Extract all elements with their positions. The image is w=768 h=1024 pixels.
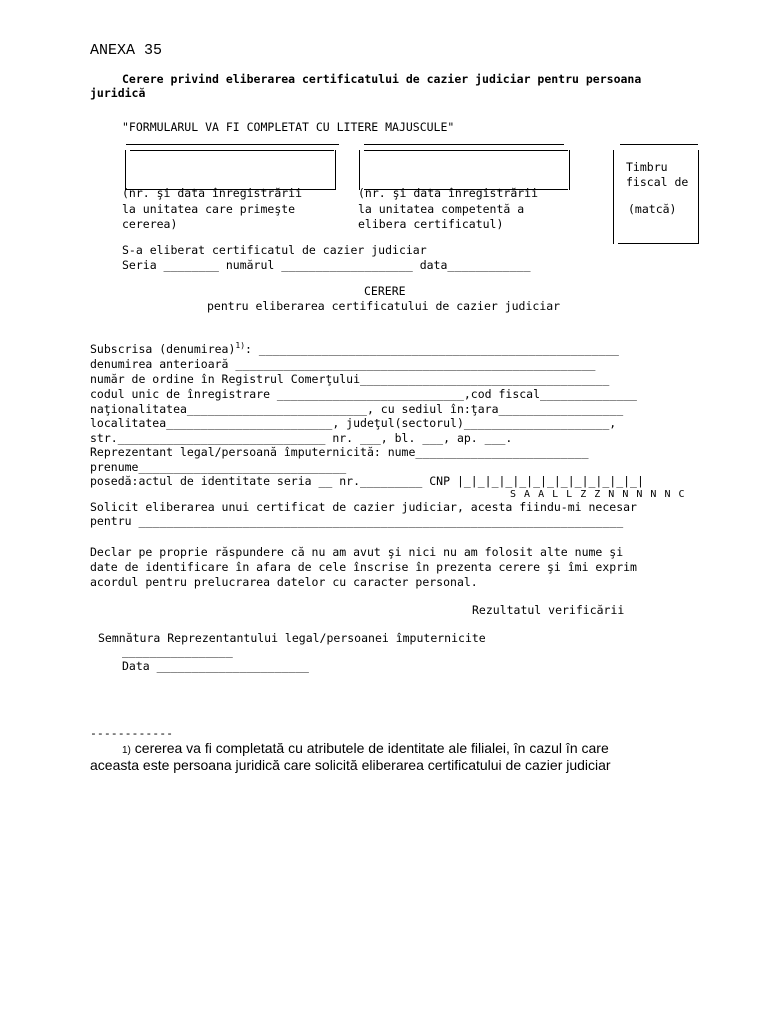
company-name-label: Subscrisa (denumirea): [90, 342, 236, 356]
request-purpose-line-1: Solicit eliberarea unui certificat de cazier judiciar, acesta fiindu-mi necesar: [90, 500, 637, 514]
signature-label: Semnătura Reprezentantului legal/persoanei împuternicite: [98, 631, 486, 645]
representative-name-field: Reprezentant legal/persoană împuternicită: nume_________________________: [90, 445, 589, 459]
completion-instruction: "FORMULARUL VA FI COMPLETAT CU LITERE MAJUSCULE": [122, 120, 455, 134]
footnote-line-2: aceasta este persoana juridică care solicită eliberarea certificatului de cazier judiciar: [90, 757, 611, 773]
footnote-separator: ------------: [90, 726, 174, 740]
document-title-line-2: juridică: [90, 86, 146, 100]
stamp-label-line-3: (matcă): [628, 202, 677, 216]
issued-certificate-line: S-a eliberat certificatul de cazier judiciar: [122, 243, 427, 257]
street-address-field: str.______________________________ nr. ___, bl. ___, ap. ___.: [90, 431, 513, 445]
box1-caption-line-2: la unitatea care primeşte: [122, 202, 296, 216]
identity-document-cnp-field: posedă:actul de identitate seria __ nr._________ CNP |_|_|_|_|_|_|_|_|_|_|_|_|_|: [90, 474, 644, 488]
stamp-label-line-2: fiscal de: [626, 175, 689, 189]
declaration-line-2: date de identificare în afara de cele înscrise în prezenta cerere şi îmi exprim: [90, 560, 637, 574]
request-title: CERERE: [364, 284, 406, 298]
series-number-date-line: Seria ________ numărul ___________________ data____________: [122, 258, 531, 272]
declaration-line-3: acordul pentru prelucrarea datelor cu caracter personal.: [90, 575, 478, 589]
cnp-legend: S A A L L Z Z N N N N N C: [510, 489, 686, 500]
footnote-text-1: cererea va fi completată cu atributele de identitate ale filialei, în cazul în care: [130, 740, 609, 756]
box2-caption-line-1: (nr. şi data înregistrării: [358, 186, 539, 200]
signature-blank: ________________: [122, 644, 233, 658]
date-field: Data ______________________: [122, 659, 309, 673]
trade-register-number-field: număr de ordine în Registrul Comerţului____________________________________: [90, 372, 610, 386]
annex-number: ANEXA 35: [90, 42, 163, 59]
footnote-marker: 1): [122, 745, 131, 756]
request-subtitle: pentru eliberarea certificatului de cazier judiciar: [207, 299, 561, 313]
company-name-field: [90, 343, 619, 356]
locality-county-field: localitatea________________________, judeţul(sectorul)_____________________,: [90, 416, 617, 430]
declaration-line-1: Declar pe proprie răspundere că nu am avut şi nici nu am folosit alte nume şi: [90, 545, 624, 559]
box2-caption-line-2: la unitatea competentă a: [358, 202, 525, 216]
company-name-blank: : ____________________________________________________: [245, 342, 619, 356]
box2-caption-line-3: elibera certificatul): [358, 217, 504, 231]
registration-code-field: codul unic de înregistrare ___________________________,cod fiscal______________: [90, 387, 637, 401]
representative-firstname-field: prenume______________________________: [90, 460, 347, 474]
box1-caption-line-1: (nr. şi data înregistrării: [122, 186, 303, 200]
document-title-line-1: Cerere privind eliberarea certificatului de cazier judiciar pentru persoana: [122, 72, 642, 86]
stamp-label-line-1: Timbru: [626, 160, 668, 174]
footnote-ref: 1): [235, 341, 246, 351]
box1-caption-line-3: cererea): [122, 217, 178, 231]
previous-name-field: denumirea anterioară ____________________________________________________: [90, 357, 596, 371]
request-purpose-line-2: pentru ______________________________________________________________________: [90, 514, 624, 528]
nationality-country-field: naţionalitatea__________________________, cu sediul în:ţara__________________: [90, 402, 624, 416]
verification-result-label: Rezultatul verificării: [472, 603, 625, 617]
